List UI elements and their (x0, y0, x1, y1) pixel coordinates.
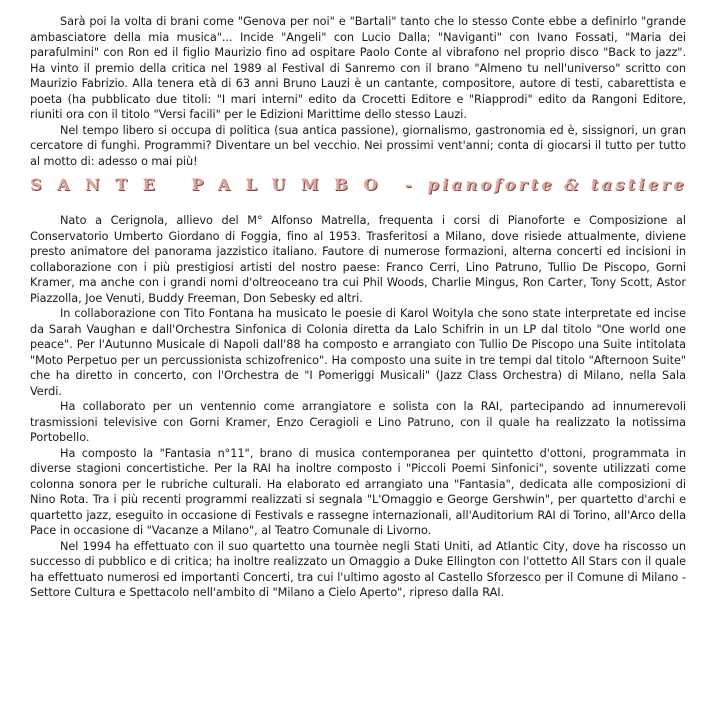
section-heading (30, 175, 686, 195)
bio-paragraph-4: Ha composto la "Fantasia n°11", brano di musica contemporanea per quintetto d'ottoni, programmata in diverse stagioni concertistiche. Per la RAI ha inoltre composto i "Piccoli Poemi Sinfonici", sovente utilizzati come colonna sonora per le rubriche culturali. Ha elaborato ed arrangiato una "Fantasia", dedicata alle composizioni di Nino Rota. Tra i più recenti programmi realizzati si segnala "L'Omaggio e George Gershwin", per quartetto d'archi e quartetto jazz, eseguito in occasione di Festivals e rassegne internazionali, all'Auditorium RAI di Torino, all'Arco della Pace in occasione di "Vacanze a Milano", al Teatro Comunale di Livorno. (30, 446, 686, 537)
heading-name: SANTE PALUMBO (30, 175, 393, 194)
bio-paragraph-5: Nel 1994 ha effettuato con il suo quartetto una tournèe negli Stati Uniti, ad Atlantic City, dove ha riscosso un successo di pubblico e di critica; ha inoltre realizzato un Omaggio a Duke Ellington con l'ottetto All Stars con il quale ha effettuato numerosi ed importanti Concerti, tra cui l'ultimo agosto al Castello Sforzesco per il Comune di Milano - Settore Cultura e Spettacolo nell'ambito di "Milano a Cielo Aperto", ripreso dalla RAI. (30, 539, 686, 599)
intro-section (30, 14, 686, 169)
heading-role: pianoforte & tastiere (427, 175, 687, 194)
bio-paragraph-1: Nato a Cerignola, allievo del M° Alfonso Matrella, frequenta i corsi di Pianoforte e Composizione al Conservatorio Umberto Giordano di Foggia, fino al 1953. Trasferitosi a Milano, dove risiede attualmente, diviene presto animatore del panorama jazzistico italiano. Fautore di numerose formazioni, alterna concerti ed incisioni in collaborazione con i più prestigiosi artisti del nostro paese: Franco Cerri, Lino Patruno, Tullio De Piscopo, Gorni Kramer, ma anche con i grandi nomi d'oltreoceano tra cui Phil Woods, Charlie Mingus, Ron Carter, Tony Scott, Astor Piazzolla, Joe Venuti, Buddy Freeman, Don Sebesky ed altri. (30, 214, 686, 305)
intro-paragraph-2: Nel tempo libero si occupa di politica (sua antica passione), giornalismo, gastronomia ed è, sissignori, un gran cercatore di funghi. Programmi? Diventare un bel vecchio. Nei prossimi vent'anni; conta di giocarsi il tutto per tutto al motto di: adesso o mai più! (30, 123, 686, 168)
bio-paragraph-2: In collaborazione con Tito Fontana ha musicato le poesie di Karol Woityla che sono state interpretate ed incise da Sarah Vaughan e dall'Orchestra Sinfonica di Colonia diretta da Lalo Schifrin in un LP dal titolo "One world one peace". Per l'Autunno Musicale di Napoli dall'88 ha composto e arrangiato con Tullio De Piscopo una Suite intitolata "Moto Perpetuo per un percussionista schizofrenico". Ha composto una suite in tre tempi dal titolo "Afternoon Suite" che ha diretto in concerto, con l'Orchestra de "I Pomeriggi Musicali" (Jazz Class Orchestra) di Milano, nella Sala Verdi. (30, 307, 686, 398)
bio-section (30, 213, 686, 601)
intro-paragraph-1: Sarà poi la volta di brani come "Genova per noi" e "Bartali" tanto che lo stesso Conte ebbe a definirlo "grande ambasciatore della mia musica"... Incide "Angeli" con Lucio Dalla; "Naviganti" con Ivano Fossati, "Maria dei parafulmini" con Ron ed il figlio Maurizio fino ad ospitare Paolo Conte al vibrafono nel proprio disco "Back to jazz". Ha vinto il premio della critica nel 1989 al Festival di Sanremo con il brano "Almeno tu nell'universo" scritto con Maurizio Fabrizio. Alla tenera età di 63 anni Bruno Lauzi è un cantante, compositore, autore di testi, cabarettista e poeta (ha pubblicato due titoli: "I mari interni" edito da Crocetti Editore e "Riapprodi" edito da Rangoni Editore, riuniti ora con il titolo "Versi facili" per le Edizioni Marittime dello stesso Lauzi. (30, 15, 686, 121)
bio-paragraph-3: Ha collaborato per un ventennio come arrangiatore e solista con la RAI, partecipando ad innumerevoli trasmissioni televisive con Gorni Kramer, Enzo Ceragioli e Lino Patruno, con il quale ha realizzato la notissima Portobello. (30, 400, 686, 444)
heading-separator: - (404, 175, 412, 194)
